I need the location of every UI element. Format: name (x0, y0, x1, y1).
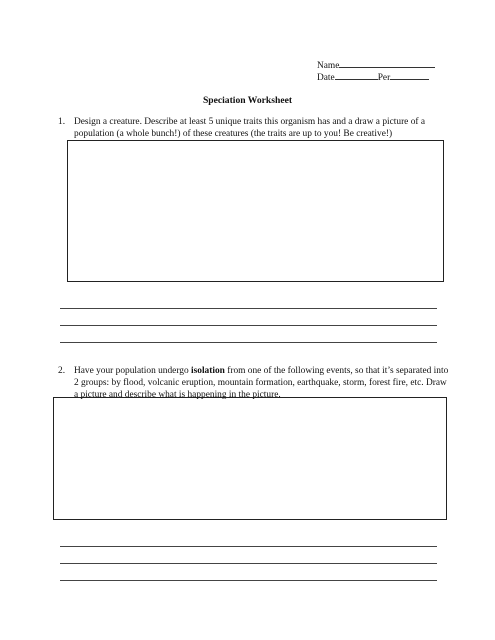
answer-line[interactable] (60, 580, 437, 581)
answer-line[interactable] (60, 546, 437, 547)
question-text-after: from one of the following events, so that it’s separated into 2 groups: by flood, volcanic eruption, mountain formation, earthquake, storm, forest fire, etc. Draw a picture and describe what is happening in the picture. (74, 366, 449, 401)
name-label: Name (317, 61, 340, 71)
answer-line[interactable] (60, 342, 437, 343)
date-blank[interactable] (335, 70, 378, 80)
answer-line[interactable] (60, 563, 437, 564)
drawing-box-1[interactable] (67, 140, 444, 282)
question-number: 2. (58, 366, 66, 376)
answer-line[interactable] (60, 308, 437, 309)
worksheet-title: Speciation Worksheet (202, 95, 293, 106)
per-label: Per (377, 73, 391, 83)
per-blank[interactable] (390, 70, 429, 80)
drawing-box-2[interactable] (53, 397, 447, 520)
question-keyword: isolation (191, 366, 225, 376)
date-label: Date (317, 73, 335, 83)
date-per-field (317, 70, 429, 84)
question-1 (58, 116, 449, 140)
name-blank[interactable] (339, 58, 435, 68)
question-text: Design a creature. Describe at least 5 unique traits this organism has and a draw a picture of a population (a whole bunch!) of these creatures (the traits are up to you! Be creative!) (74, 117, 426, 140)
question-number: 1. (58, 117, 66, 127)
question-text-before: Have your population undergo (74, 366, 191, 376)
question-2 (58, 365, 449, 401)
answer-line[interactable] (60, 325, 437, 326)
